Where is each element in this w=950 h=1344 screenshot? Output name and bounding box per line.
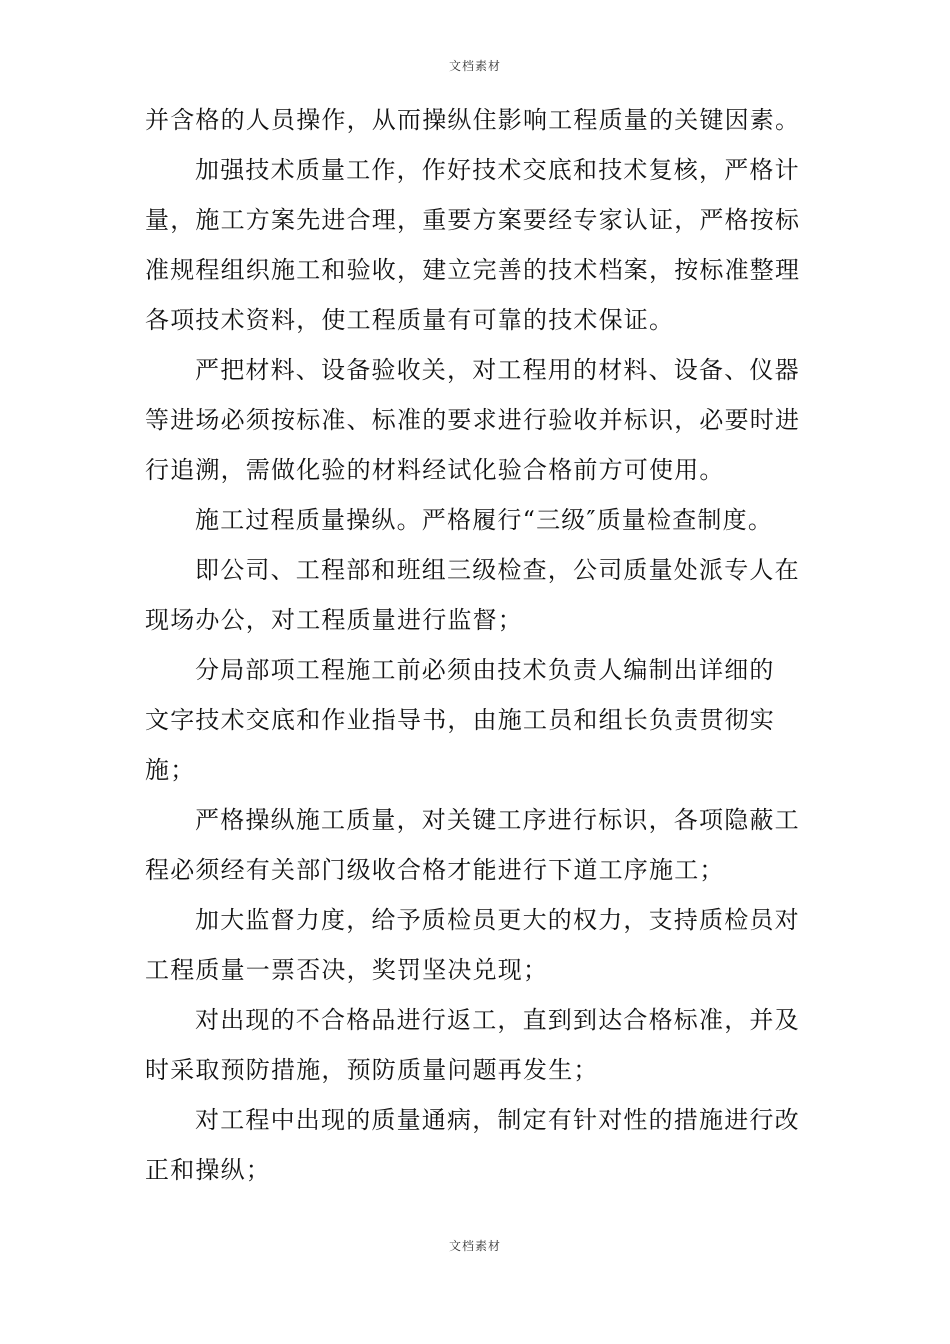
text-line: 各项技术资料，使工程质量有可靠的技术保证。 [145, 306, 675, 334]
text-line: 正和操纵； [145, 1156, 271, 1184]
paragraph [145, 95, 813, 145]
text-line: 准规程组织施工和验收，建立完善的技术档案，按标准整理 [145, 256, 801, 284]
paragraph [145, 645, 813, 795]
text-line: 程必须经有关部门级收合格才能进行下道工序施工； [145, 856, 725, 884]
text-line: 即公司、工程部和班组三级检查，公司质量处派专人在 [195, 556, 800, 584]
paragraph [145, 1095, 813, 1195]
text-line: 严格操纵施工质量，对关键工序进行标识，各项隐蔽工 [195, 806, 800, 834]
text-line: 并含格的人员操作，从而操纵住影响工程质量的关键因素。 [145, 106, 801, 134]
paragraph [145, 145, 813, 345]
text-line: 时采取预防措施，预防质量问题再发生； [145, 1056, 599, 1084]
text-line: 文字技术交底和作业指导书，由施工员和组长负责贯彻实 [145, 706, 775, 734]
text-line: 施工过程质量操纵。严格履行“三级″质量检查制度。 [195, 506, 774, 534]
paragraph [145, 995, 813, 1095]
text-line: 施； [145, 756, 196, 784]
paragraph [145, 495, 813, 545]
page-footer: 文档素材 [448, 1239, 501, 1253]
paragraph [145, 895, 813, 995]
paragraph [145, 795, 813, 895]
text-line: 对出现的不合格品进行返工，直到到达合格标准，并及 [195, 1006, 800, 1034]
paragraph [145, 545, 813, 645]
text-line: 行追溯，需做化验的材料经试化验合格前方可使用。 [145, 456, 725, 484]
paragraph [145, 345, 813, 495]
document-body [145, 95, 813, 1195]
text-line: 加大监督力度，给予质检员更大的权力，支持质检员对 [195, 906, 800, 934]
text-line: 工程质量一票否决，奖罚坚决兑现； [145, 956, 549, 984]
text-line: 分局部项工程施工前必须由技术负责人编制出详细的 [195, 656, 775, 684]
text-line: 严把材料、设备验收关，对工程用的材料、设备、仪器 [195, 356, 800, 384]
text-line: 对工程中出现的质量通病，制定有针对性的措施进行改 [195, 1106, 800, 1134]
text-line: 现场办公，对工程质量进行监督； [145, 606, 523, 634]
page-header: 文档素材 [448, 59, 501, 73]
text-line: 量，施工方案先进合理，重要方案要经专家认证，严格按标 [145, 206, 801, 234]
text-line: 加强技术质量工作，作好技术交底和技术复核，严格计 [195, 156, 800, 184]
text-line: 等进场必须按标准、标准的要求进行验收并标识，必要时进 [145, 406, 801, 434]
